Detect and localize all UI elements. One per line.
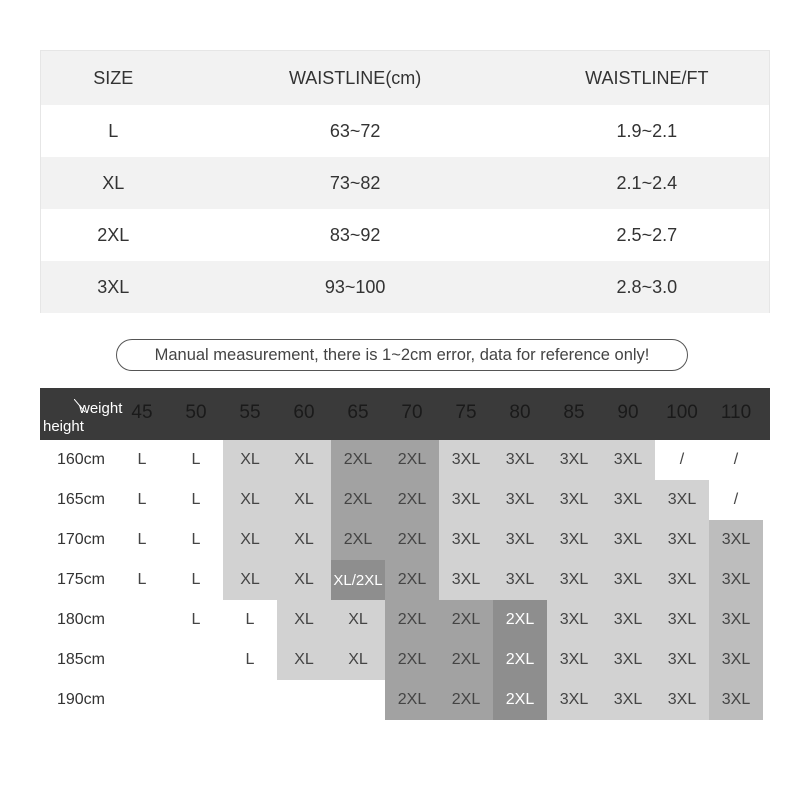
size-cell-190cm-50 — [169, 680, 223, 720]
size-cell-175cm-75: 3XL — [439, 560, 493, 600]
weight-label-45: 45 — [131, 402, 153, 423]
size-cell-165cm-65: 2XL — [331, 480, 385, 520]
size-cell-190cm-55 — [223, 680, 277, 720]
size-cell-180cm-75: 2XL — [439, 600, 493, 640]
size-cell-170cm-55: XL — [223, 520, 277, 560]
size-cell-190cm-85: 3XL — [547, 680, 601, 720]
size-cell-170cm-110: 3XL — [709, 520, 763, 560]
waistline-cm-cell: 93~100 — [324, 276, 386, 297]
size-cell-185cm-50 — [169, 640, 223, 680]
waistline-cm-cell: 63~72 — [329, 120, 381, 141]
height-axis-label: height — [43, 418, 84, 435]
weight-label-65: 65 — [347, 402, 369, 423]
waistline-ft-cell: 2.5~2.7 — [616, 224, 678, 245]
size-cell-175cm-50: L — [169, 560, 223, 600]
size-cell-185cm-110: 3XL — [709, 640, 763, 680]
size-cell-165cm-75: 3XL — [439, 480, 493, 520]
weight-axis-label: weight — [79, 400, 123, 417]
table-row — [41, 261, 769, 313]
size-cell-170cm-60: XL — [277, 520, 331, 560]
size-cell-185cm-85: 3XL — [547, 640, 601, 680]
waistline-ft-cell: 2.1~2.4 — [616, 172, 678, 193]
size-cell: XL — [102, 172, 125, 193]
size-cell-180cm-70: 2XL — [385, 600, 439, 640]
grid-header — [40, 388, 770, 440]
size-cell-190cm-75: 2XL — [439, 680, 493, 720]
size-cell-160cm-85: 3XL — [547, 440, 601, 480]
size-cell-170cm-100: 3XL — [655, 520, 709, 560]
size-cell-175cm-85: 3XL — [547, 560, 601, 600]
size-cell-165cm-80: 3XL — [493, 480, 547, 520]
size-table — [40, 50, 770, 313]
weight-label-85: 85 — [563, 402, 585, 423]
table-row — [41, 209, 769, 261]
size-cell-190cm-100: 3XL — [655, 680, 709, 720]
size-cell-165cm-50: L — [169, 480, 223, 520]
measurement-note: Manual measurement, there is 1~2cm error, data for reference only! — [116, 339, 688, 371]
size-table-header — [41, 51, 769, 105]
size-cell-170cm-85: 3XL — [547, 520, 601, 560]
size-cell-185cm-75: 2XL — [439, 640, 493, 680]
size-cell-180cm-50: L — [169, 600, 223, 640]
size-cell-160cm-90: 3XL — [601, 440, 655, 480]
size-cell-185cm-90: 3XL — [601, 640, 655, 680]
size-cell-160cm-80: 3XL — [493, 440, 547, 480]
size-cell-180cm-65: XL — [331, 600, 385, 640]
size-cell-180cm-55: L — [223, 600, 277, 640]
size-cell: L — [108, 120, 119, 141]
size-cell-160cm-65: 2XL — [331, 440, 385, 480]
size-cell-165cm-110: / — [709, 480, 763, 520]
size-cell-175cm-100: 3XL — [655, 560, 709, 600]
weight-label-80: 80 — [509, 402, 531, 423]
weight-label-110: 110 — [720, 402, 752, 423]
weight-label-50: 50 — [185, 402, 207, 423]
size-cell-160cm-100: / — [655, 440, 709, 480]
size-grid — [40, 440, 770, 720]
size-cell-165cm-90: 3XL — [601, 480, 655, 520]
weight-label-100: 100 — [666, 402, 698, 423]
size-cell-175cm-90: 3XL — [601, 560, 655, 600]
weight-label-55: 55 — [239, 402, 261, 423]
waistline-ft-cell: 1.9~2.1 — [616, 120, 678, 141]
size-cell-185cm-55: L — [223, 640, 277, 680]
size-cell-160cm-60: XL — [277, 440, 331, 480]
size-cell-170cm-90: 3XL — [601, 520, 655, 560]
size-cell-170cm-75: 3XL — [439, 520, 493, 560]
waistline-cm-cell: 73~82 — [329, 172, 381, 193]
weight-label-75: 75 — [455, 402, 477, 423]
size-cell-190cm-70: 2XL — [385, 680, 439, 720]
height-label-160cm: 160cm — [56, 451, 106, 468]
size-cell-190cm-90: 3XL — [601, 680, 655, 720]
weight-label-70: 70 — [401, 402, 423, 423]
size-cell: 2XL — [97, 224, 130, 245]
size-cell-180cm-85: 3XL — [547, 600, 601, 640]
size-cell-190cm-60 — [277, 680, 331, 720]
size-cell-180cm-90: 3XL — [601, 600, 655, 640]
height-label-170cm: 170cm — [56, 531, 106, 548]
size-cell-190cm-65 — [331, 680, 385, 720]
size-cell-160cm-110: / — [709, 440, 763, 480]
height-label-190cm: 190cm — [56, 691, 106, 708]
height-label-175cm: 175cm — [56, 571, 106, 588]
header-waistline-cm: WAISTLINE(cm) — [288, 67, 422, 88]
size-cell-175cm-80: 3XL — [493, 560, 547, 600]
size-cell-170cm-50: L — [169, 520, 223, 560]
size-cell-185cm-45 — [115, 640, 169, 680]
size-cell-170cm-45: L — [115, 520, 169, 560]
size-cell-175cm-55: XL — [223, 560, 277, 600]
size-cell-175cm-70: 2XL — [385, 560, 439, 600]
size-cell-175cm-65: XL/2XL — [331, 560, 385, 600]
size-cell-185cm-65: XL — [331, 640, 385, 680]
size-cell-165cm-45: L — [115, 480, 169, 520]
size-cell-180cm-60: XL — [277, 600, 331, 640]
header-waistline-ft: WAISTLINE/FT — [585, 67, 709, 88]
size-cell-185cm-60: XL — [277, 640, 331, 680]
size-cell-170cm-80: 3XL — [493, 520, 547, 560]
size-cell-190cm-80: 2XL — [493, 680, 547, 720]
height-label-180cm: 180cm — [56, 611, 106, 628]
size-cell-165cm-60: XL — [277, 480, 331, 520]
weight-label-90: 90 — [617, 402, 639, 423]
size-cell-165cm-55: XL — [223, 480, 277, 520]
size-cell-180cm-80: 2XL — [493, 600, 547, 640]
table-row — [41, 105, 769, 157]
size-cell-170cm-65: 2XL — [331, 520, 385, 560]
size-cell-160cm-50: L — [169, 440, 223, 480]
weight-label-60: 60 — [293, 402, 315, 423]
size-cell-160cm-75: 3XL — [439, 440, 493, 480]
size-cell-175cm-45: L — [115, 560, 169, 600]
size-cell-185cm-100: 3XL — [655, 640, 709, 680]
size-cell-170cm-70: 2XL — [385, 520, 439, 560]
size-cell-175cm-110: 3XL — [709, 560, 763, 600]
size-cell-190cm-45 — [115, 680, 169, 720]
size-cell-160cm-45: L — [115, 440, 169, 480]
size-cell-180cm-110: 3XL — [709, 600, 763, 640]
size-cell-175cm-60: XL — [277, 560, 331, 600]
waistline-ft-cell: 2.8~3.0 — [616, 276, 678, 297]
height-label-185cm: 185cm — [56, 651, 106, 668]
height-label-165cm: 165cm — [56, 491, 106, 508]
size-cell-190cm-110: 3XL — [709, 680, 763, 720]
table-row — [41, 157, 769, 209]
size-cell-165cm-70: 2XL — [385, 480, 439, 520]
size-cell-165cm-85: 3XL — [547, 480, 601, 520]
header-size: SIZE — [93, 67, 134, 88]
size-cell-185cm-80: 2XL — [493, 640, 547, 680]
size-cell-160cm-70: 2XL — [385, 440, 439, 480]
size-cell-160cm-55: XL — [223, 440, 277, 480]
waistline-cm-cell: 83~92 — [329, 224, 381, 245]
size-cell-185cm-70: 2XL — [385, 640, 439, 680]
size-cell-180cm-45 — [115, 600, 169, 640]
size-cell: 3XL — [97, 276, 130, 297]
size-cell-165cm-100: 3XL — [655, 480, 709, 520]
size-cell-180cm-100: 3XL — [655, 600, 709, 640]
